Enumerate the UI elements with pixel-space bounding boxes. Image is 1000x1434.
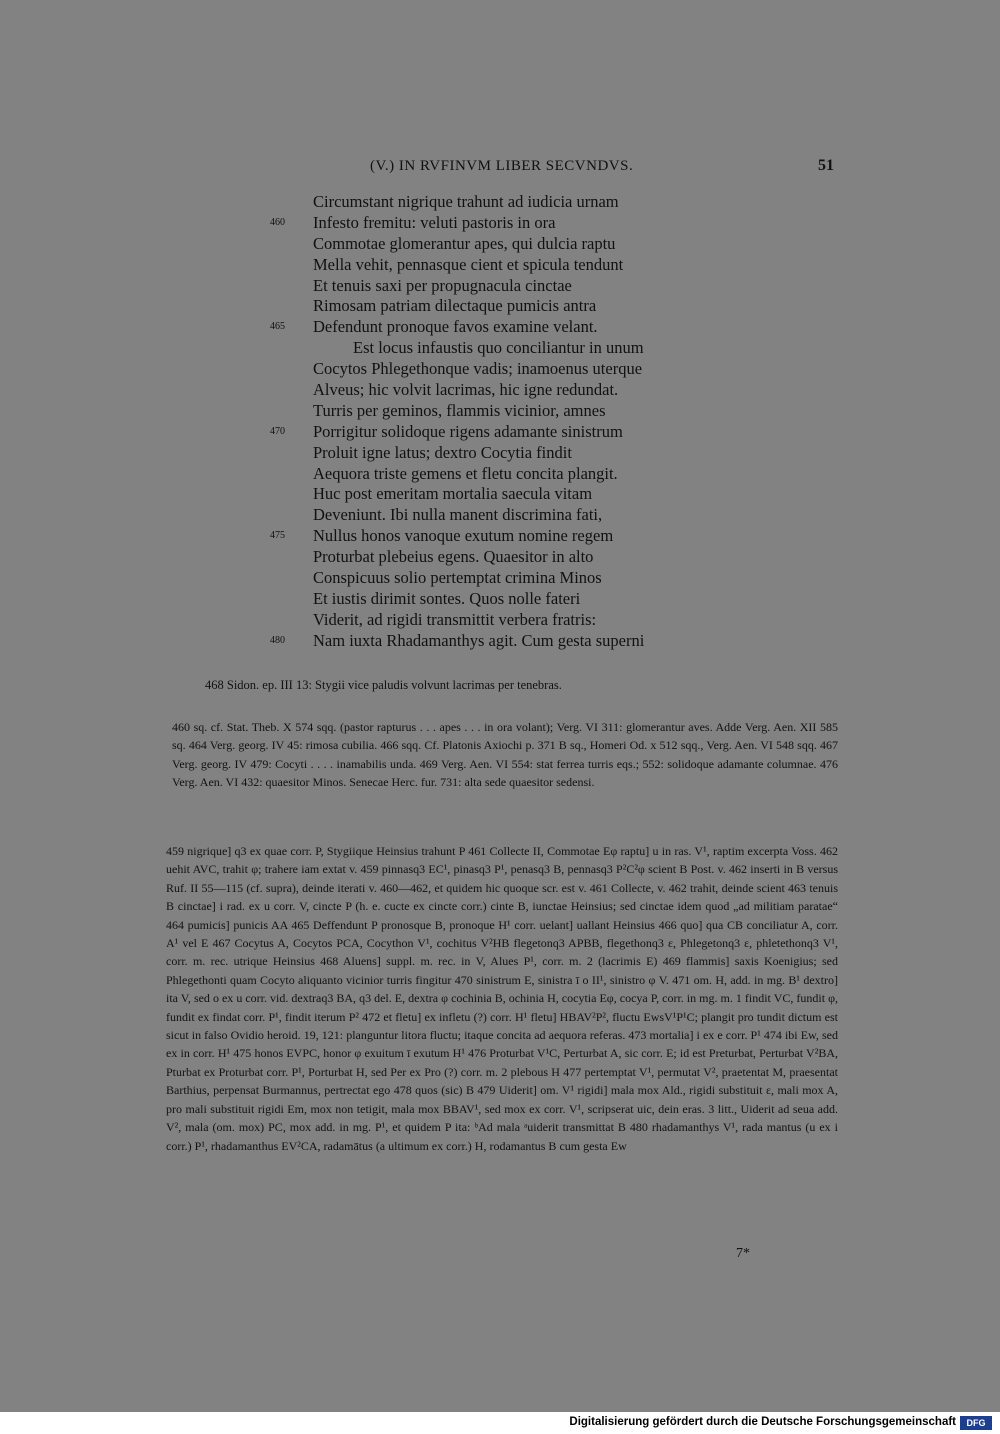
verse-text: Proturbat plebeius egens. Quaesitor in alto	[313, 547, 594, 567]
verse-line	[270, 359, 740, 380]
verse-text: Deveniunt. Ibi nulla manent discrimina fati,	[313, 505, 603, 525]
signature-mark: 7*	[736, 1246, 750, 1261]
line-number: 470	[270, 425, 285, 437]
verse-text: Rimosam patriam dilectaque pumicis antra	[313, 296, 597, 316]
verse-line	[270, 422, 740, 443]
verse-line	[270, 589, 740, 610]
verse-line	[270, 464, 740, 485]
verse-text: Viderit, ad rigidi transmittit verbera fratris:	[313, 609, 597, 629]
footer-credit: Digitalisierung gefördert durch die Deutsche Forschungsgemeinschaft	[569, 1416, 956, 1428]
verse-line	[270, 568, 740, 589]
verse-line	[270, 547, 740, 568]
verse-line	[270, 276, 740, 297]
dfg-logo: DFG	[960, 1416, 992, 1430]
verse-text: Commotae glomerantur apes, qui dulcia raptu	[313, 233, 616, 253]
verse-line	[270, 631, 740, 652]
verse-text: Est locus infaustis quo conciliantur in unum	[353, 338, 644, 358]
verse-text: Huc post emeritam mortalia saecula vitam	[313, 484, 593, 504]
verse-text: Porrigitur solidoque rigens adamante sinistrum	[313, 421, 623, 441]
line-number: 465	[270, 321, 285, 333]
line-number: 480	[270, 634, 285, 646]
verse-line	[270, 192, 740, 213]
apparatus-text: 459 nigrique] q3 ex quae corr. P, Stygiique Heinsius trahunt P 461 Collecte II, Commotae Eφ raptu] u in ras. V¹, raptim excerpta Voss. 462 uehit AVC, trahit φ; trahere iam extat v. 459 pinnasq3 EC¹, pinasq3 P¹, penasq3 B, pennasq3 P²C²φ scient B Post. v. 462 inserti in B versus Ruf. II 55—115 (cf. supra), deinde iterati v. 460—462, et quidem hic quoque scr. est v. 461 Collecte, v. 462 trahit, deinde scient 463 tenuis B cinctae] i rad. ex u corr. V, cincte P (h. e. cucte ex cincte corr.) cinte B, iunctae Heinsius; sed cinctae idem quod „ad militiam paratae“ 464 pumicis] punicis AA 465 Deffendunt P pronosque B, pronoque H¹ corr. uelant] uallant Heinsius 466 quo] qua CB conciliatur A, corr. A¹ vel E 467 Cocytus A, Cocytos PCA, Cocython V¹, cochitus V²HB flegetonq3 APBB, flegethonq3 ε, Phlegetonq3 ε, phletethonq3 V¹, corr. m. rec. utrique Heinsius 468 Aluens] suppl. m. rec. in V, Alues P¹, corr. m. 2 (lacrimis E) 469 flammis] saxis Koenigius; sed Phlegethonti quam Cocyto aliquanto vicinior turris fingitur 470 sinistrum E, sinistra ī o II¹, sinistro φ V. 471 om. H, add. in mg. B¹ dextro] ita V, sed o ex u corr. vid. dextraq3 BA, q3 del. E, dextra φ cochinia B, ochinia H, cocytia Eφ, cocya P, corr. in mg. m. 1 findit VC, fundit φ, fundit ex findat corr. P¹, findit iterum P² 472 et fletu] ex infletu (?) corr. H¹ fletu] HBAV²P², fluctu EwsV¹P¹C; plangit pro tundit dictum est sicut in falso Ovidio heroid. 19, 121: planguntur litora fluctu; itaque concita ad aequora referas. 473 mortalia] i ex e corr. P¹ 474 ibi Ew, sed ex in corr. H¹ 475 honos EVPC, honor φ exuitum ī exutum H¹ 476 Proturbat V¹C, Perturbat A, sic corr. E; id est Preturbat, Perturbat V²BA, Pturbat ex Proturbat corr. P¹, Porturbat H, sed Per ex Pro (?) corr. m. 2 plebous H 477 pertemptat V¹, permutat V², praetentat M, praesentat Barthius, perpensat Burmannus, pertrectat ego 478 quos (sic) B 479 Uiderit] om. V¹ rigidi] mala mox Ald., rigidi substituit ε, mali mox A, pro mali substituit rigidi Em, mox non tetigit, mala mox BBAV¹, sed mox ex corr. V¹, scripserat uic, dein eras. 3 litt., Uiderit ad seua add. V², mala (om. mox) PC, mox add. in mg. P¹, et quidem P ita: ᵇAd mala ᵃuiderit transmittat B 480 rhadamanthys V¹, rada mantus (u ex i corr.) P¹, rhadamanthus EV²CA, radamātus (a ultimum ex corr.) H, rodamantus B cum gesta Ew	[166, 844, 838, 1153]
verse-line	[270, 213, 740, 234]
verse-line	[270, 338, 740, 359]
verse-line	[270, 380, 740, 401]
verse-text: Et iustis dirimit sontes. Quos nolle fateri	[313, 588, 581, 608]
verse-text: Circumstant nigrique trahunt ad iudicia urnam	[313, 192, 619, 211]
parallel-passage: 468 Sidon. ep. III 13: Stygii vice paludis volvunt lacrimas per tenebras.	[205, 678, 562, 692]
verse-line	[270, 296, 740, 317]
verse-line	[270, 484, 740, 505]
line-number: 475	[270, 530, 285, 542]
verse-text: Defendunt pronoque favos examine velant.	[313, 317, 598, 337]
verse-text: Proluit igne latus; dextro Cocytia findit	[313, 442, 572, 462]
verse-line	[270, 610, 740, 631]
verse-text: Alveus; hic volvit lacrimas, hic igne redundat.	[313, 380, 619, 400]
verse-line	[270, 505, 740, 526]
running-head: (V.) IN RVFINVM LIBER SECVNDVS.	[370, 158, 634, 174]
verse-line	[270, 255, 740, 276]
line-number: 460	[270, 216, 285, 228]
verse-block	[270, 192, 740, 652]
verse-text: Mella vehit, pennasque cient et spicula tendunt	[313, 254, 624, 274]
verse-text: Conspicuus solio pertemptat crimina Minos	[313, 568, 602, 588]
verse-text: Aequora triste gemens et fletu concita plangit.	[313, 463, 618, 483]
verse-line	[270, 526, 740, 547]
verse-text: Nullus honos vanoque exutum nomine regem	[313, 526, 614, 546]
verse-line	[270, 234, 740, 255]
critical-apparatus	[166, 842, 838, 1155]
verse-text: Et tenuis saxi per propugnacula cinctae	[313, 275, 572, 295]
verse-text: Infesto fremitu: veluti pastoris in ora	[313, 212, 556, 232]
verse-line	[270, 317, 740, 338]
verse-line	[270, 443, 740, 464]
page-number: 51	[818, 157, 834, 174]
verse-text: Turris per geminos, flammis vicinior, amnes	[313, 400, 606, 420]
verse-text: Nam iuxta Rhadamanthys agit. Cum gesta superni	[313, 630, 645, 650]
testimonia-apparatus	[172, 718, 838, 792]
verse-text: Cocytos Phlegethonque vadis; inamoenus uterque	[313, 359, 643, 379]
testimonia-text: 460 sq. cf. Stat. Theb. X 574 sqq. (pastor rapturus . . . apes . . . in ora volant); Verg. VI 311: glomerantur aves. Adde Verg. Aen. XII 585 sq. 464 Verg. georg. IV 45: rimosa cubilia. 466 sqq. Cf. Platonis Axiochi p. 371 B sq., Homeri Od. x 512 sqq., Verg. Aen. VI 548 sqq. 467 Verg. georg. IV 479: Cocyti . . . . inamabilis unda. 469 Verg. Aen. VI 554: stat ferrea turris eqs.; 552: solidoque adamante columnae. 476 Verg. Aen. VI 432: quaesitor Minos. Senecae Herc. fur. 731: alta sede quaesitor sedensi.	[172, 720, 838, 790]
verse-line	[270, 401, 740, 422]
